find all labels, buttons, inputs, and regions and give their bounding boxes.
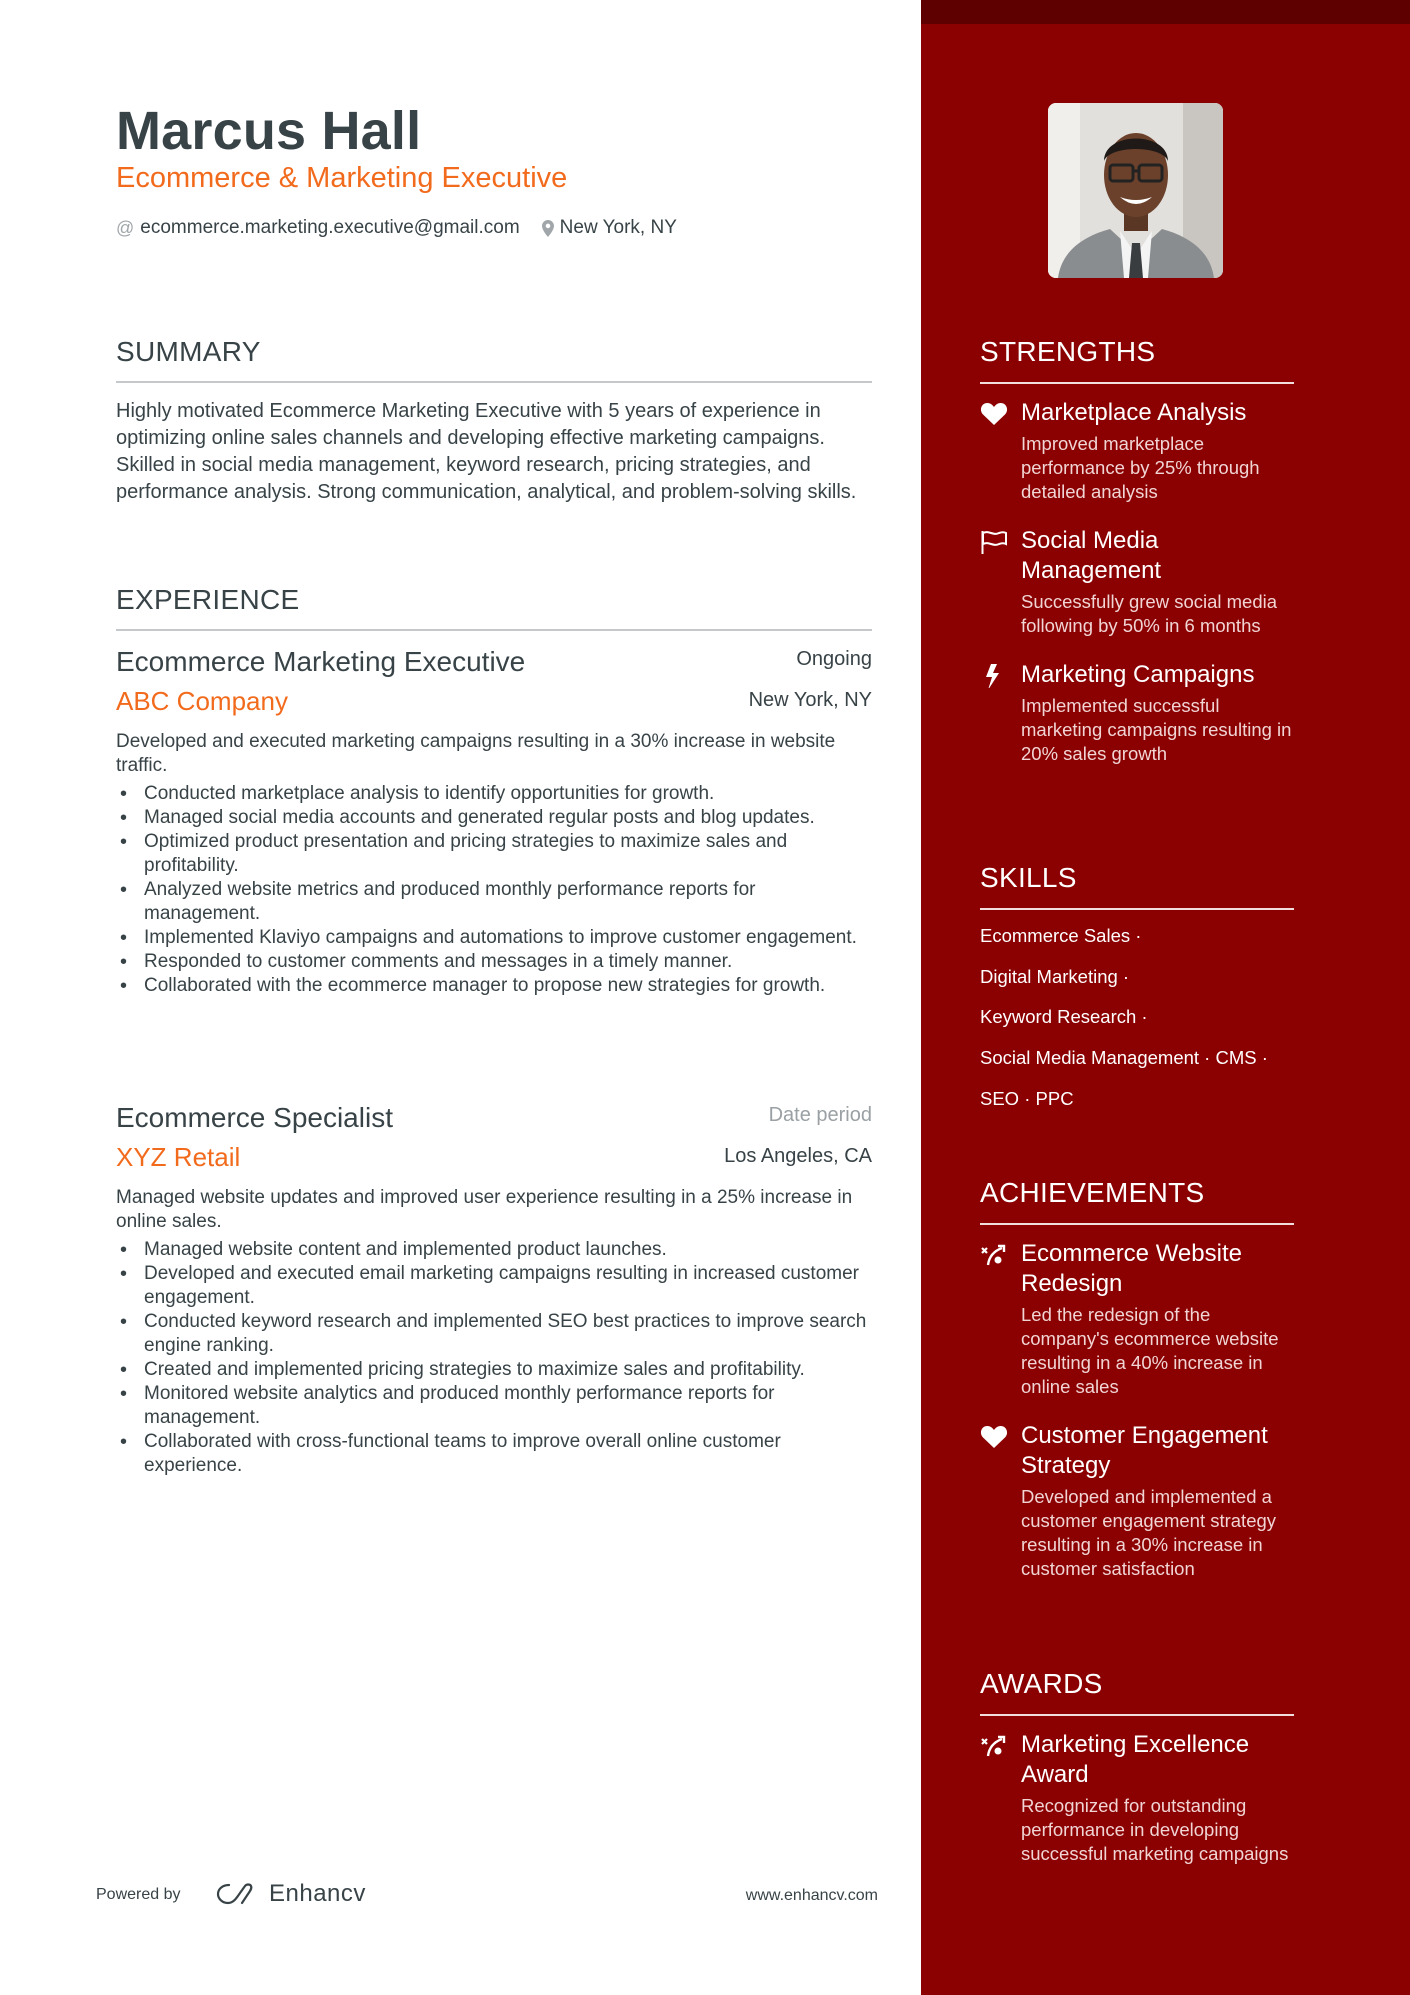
candidate-name: Marcus Hall <box>116 101 422 161</box>
skill-line: Social Media Management · CMS · <box>980 1047 1268 1069</box>
summary-heading-text: SUMMARY <box>116 336 261 367</box>
enhancv-logo[interactable] <box>215 1880 366 1908</box>
job-bullet: • Monitored website analytics and produced monthly performance reports for management. <box>116 1382 872 1430</box>
enhancv-brand: Enhancv <box>269 1880 366 1907</box>
achievement-description: Developed and implemented a customer engagement strategy resulting in a 30% increase in customer satisfaction <box>1021 1486 1277 1579</box>
job-header-row <box>116 1102 872 1138</box>
job-bullet: • Optimized product presentation and pricing strategies to maximize sales and profitability. <box>116 830 872 878</box>
job-bullet: • Created and implemented pricing strategies to maximize sales and profitability. <box>116 1358 872 1382</box>
strength-item <box>980 398 1294 504</box>
heart-icon <box>980 402 1008 426</box>
person-photo-icon <box>1048 103 1223 278</box>
achievements-section <box>980 1177 1294 1581</box>
job-company: ABC Company <box>116 686 288 716</box>
skills-heading: SKILLS <box>980 862 1077 893</box>
strength-item <box>980 526 1294 638</box>
award-item <box>980 1730 1294 1866</box>
strength-title: Marketplace Analysis <box>1021 399 1247 426</box>
job-date: Date period <box>768 1104 872 1126</box>
awards-divider <box>980 1714 1294 1716</box>
achievements-heading: ACHIEVEMENTS <box>980 1177 1205 1208</box>
achievements-divider <box>980 1223 1294 1225</box>
job-role: Ecommerce Marketing Executive <box>116 646 526 677</box>
job-bullet: • Managed social media accounts and generated regular posts and blog updates. <box>116 806 872 830</box>
strategy-play-icon <box>980 1243 1008 1267</box>
map-pin-icon <box>542 220 554 237</box>
awards-heading: AWARDS <box>980 1668 1103 1699</box>
award-description: Recognized for outstanding performance in developing successful marketing campaigns <box>1021 1795 1289 1864</box>
achievement-item <box>980 1239 1294 1399</box>
powered-by-label: Powered by <box>96 1886 181 1903</box>
job-bullet: • Implemented Klaviyo campaigns and automations to improve customer engagement. <box>116 926 872 950</box>
achievement-item <box>980 1421 1294 1581</box>
footer <box>96 1880 878 1910</box>
achievement-title: Ecommerce Website Redesign <box>1021 1240 1242 1297</box>
job-entry <box>116 646 872 998</box>
lightning-bolt-icon <box>980 664 1008 688</box>
job-bullet: • Collaborated with cross-functional teams to improve overall online customer experience. <box>116 1430 872 1478</box>
job-company: XYZ Retail <box>116 1142 241 1172</box>
strengths-section <box>980 336 1294 766</box>
email-link[interactable]: ecommerce.marketing.executive@gmail.com <box>140 217 520 238</box>
strength-description: Implemented successful marketing campaigns resulting in 20% sales growth <box>1021 695 1292 764</box>
strengths-heading: STRENGTHS <box>980 336 1156 367</box>
summary-divider <box>116 381 872 383</box>
summary-text: Highly motivated Ecommerce Marketing Executive with 5 years of experience in optimizing online sales channels and developing effective marketing campaigns. Skilled in social media management, keyword research, pricing strategies, and performance analysis. Strong communication, analytical, and problem-solving skills. <box>116 400 857 503</box>
strategy-play-icon <box>980 1734 1008 1758</box>
job-location: Los Angeles, CA <box>724 1145 872 1167</box>
sidebar <box>921 0 1410 1995</box>
job-location: New York, NY <box>748 689 872 711</box>
contact-row <box>116 217 677 239</box>
profile-photo <box>1048 103 1223 278</box>
job-role: Ecommerce Specialist <box>116 1102 393 1133</box>
job-bullet: • Managed website content and implemented product launches. <box>116 1238 872 1262</box>
job-bullet: • Conducted keyword research and implemented SEO best practices to improve search engine ranking. <box>116 1310 872 1358</box>
job-bullet: • Responded to customer comments and messages in a timely manner. <box>116 950 872 974</box>
job-company-row <box>116 1142 872 1186</box>
experience-heading-text: EXPERIENCE <box>116 584 300 615</box>
skill-line: Keyword Research · <box>980 1006 1148 1028</box>
experience-divider <box>116 629 872 631</box>
job-description: Managed website updates and improved user experience resulting in a 25% increase in online sales. <box>116 1187 853 1232</box>
strength-title: Social Media Management <box>1021 527 1162 584</box>
strength-description: Successfully grew social media following by 50% in 6 months <box>1021 591 1278 636</box>
awards-section <box>980 1668 1294 1866</box>
job-description: Developed and executed marketing campaigns resulting in a 30% increase in website traffic. <box>116 731 836 776</box>
job-company-row <box>116 686 872 730</box>
skill-line: Ecommerce Sales · <box>980 925 1142 946</box>
strength-title: Marketing Campaigns <box>1021 661 1255 688</box>
job-bullets <box>116 1238 872 1478</box>
location-text: New York, NY <box>559 217 677 238</box>
job-header-row <box>116 646 872 682</box>
job-entry <box>116 1102 872 1478</box>
skills-divider <box>980 908 1294 910</box>
achievement-description: Led the redesign of the company's ecommerce website resulting in a 40% increase in online sales <box>1021 1304 1279 1397</box>
job-bullet: • Collaborated with the ecommerce manager to propose new strategies for growth. <box>116 974 872 998</box>
skill-line: Digital Marketing · <box>980 965 1130 987</box>
experience-heading <box>116 584 872 616</box>
heart-icon <box>980 1425 1008 1449</box>
achievement-title: Customer Engagement Strategy <box>1021 1422 1268 1479</box>
job-date: Ongoing <box>796 648 872 670</box>
job-bullet: • Developed and executed email marketing campaigns resulting in increased customer engagement. <box>116 1262 872 1310</box>
at-icon: @ <box>116 217 135 238</box>
strength-item <box>980 660 1294 766</box>
strength-description: Improved marketplace performance by 25% through detailed analysis <box>1021 433 1260 502</box>
skills-section <box>980 862 1294 1127</box>
enhancv-logo-icon <box>215 1882 261 1906</box>
strengths-divider <box>980 382 1294 384</box>
job-bullet: • Conducted marketplace analysis to identify opportunities for growth. <box>116 782 872 806</box>
job-bullets <box>116 782 872 998</box>
job-bullet: • Analyzed website metrics and produced monthly performance reports for management. <box>116 878 872 926</box>
flag-icon <box>980 530 1008 554</box>
sidebar-top-bar <box>921 0 1410 24</box>
enhancv-url[interactable]: www.enhancv.com <box>745 1887 878 1904</box>
award-title: Marketing Excellence Award <box>1021 1731 1250 1788</box>
skill-line: SEO · PPC <box>980 1087 1074 1109</box>
candidate-title: Ecommerce & Marketing Executive <box>116 162 568 194</box>
summary-heading <box>116 336 872 368</box>
